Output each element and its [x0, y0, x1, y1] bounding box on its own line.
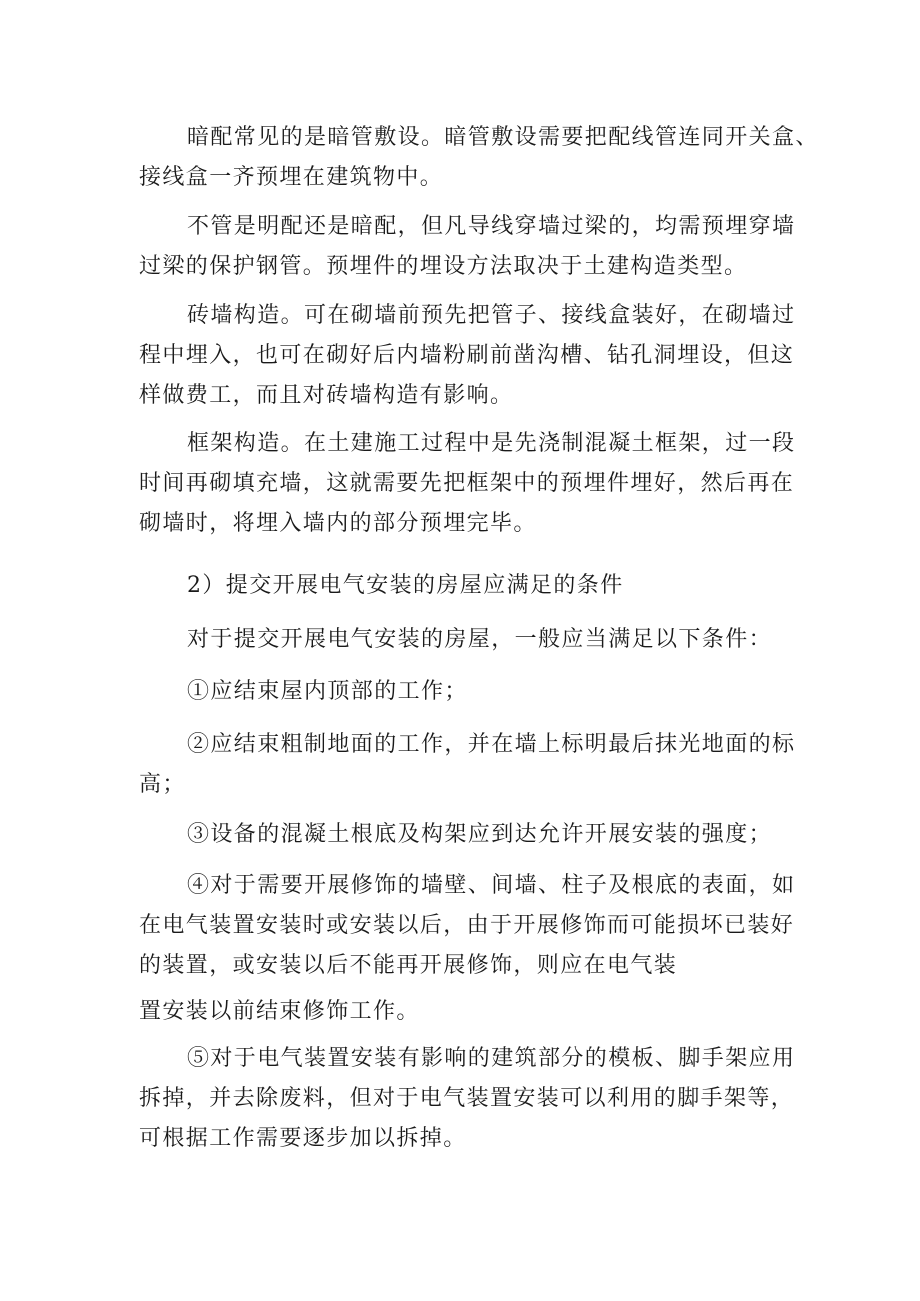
text-line: 砌墙时，将埋入墙内的部分预埋完毕。: [139, 511, 537, 536]
paragraph-conditions-intro: [139, 620, 799, 660]
text-line: 置安装以前结束修饰工作。: [139, 999, 420, 1024]
text-line: 不管是明配还是暗配，但凡导线穿墙过梁的，均需预埋穿墙: [187, 214, 796, 239]
list-item-1: [139, 672, 799, 712]
text-line: 砖墙构造。可在砌墙前预先把管子、接线盒装好，在砌墙过: [187, 303, 796, 328]
text-line: 程中埋入，也可在砌好后内墙粉刷前凿沟槽、钻孔洞埋设，但这: [139, 343, 795, 368]
paragraph-brick-wall: [139, 296, 799, 416]
section-heading: [139, 566, 799, 606]
heading-text: 2）提交开展电气安装的房屋应满足的条件: [187, 573, 624, 598]
list-item-2: [139, 725, 799, 805]
text-line: 框架构造。在土建施工过程中是先浇制混凝土框架，过一段: [187, 431, 796, 456]
text-line: 接线盒一齐预埋在建筑物中。: [139, 165, 444, 190]
text-line: ⑤对于电气装置安装有影响的建筑部分的模板、脚手架应用: [187, 1046, 796, 1071]
text-line: 可根据工作需要逐步加以拆掉。: [139, 1126, 467, 1151]
list-item-3: [139, 815, 799, 855]
paragraph-frame-structure: [139, 424, 799, 544]
text-line: ④对于需要开展修饰的墙壁、间墙、柱子及根底的表面，如: [187, 873, 796, 898]
text-line: 高；: [139, 772, 186, 797]
paragraph-embedded-pipe: [139, 207, 799, 287]
text-line: ③设备的混凝土根底及构架应到达允许开展安装的强度；: [187, 822, 773, 847]
text-line: ②应结束粗制地面的工作，并在墙上标明最后抹光地面的标: [187, 732, 796, 757]
text-line: 过梁的保护钢管。预埋件的埋设方法取决于土建构造类型。: [139, 254, 748, 279]
paragraph-concealed-wiring: [139, 118, 819, 198]
text-line: ①应结束屋内顶部的工作；: [187, 679, 468, 704]
text-line: 时间再砌填充墙，这就需要先把框架中的预埋件埋好，然后再在: [139, 471, 795, 496]
text-line: 暗配常见的是暗管敷设。暗管敷设需要把配线管连同开关盒、: [187, 125, 819, 150]
text-line: 样做费工，而且对砖墙构造有影响。: [139, 383, 514, 408]
text-line: 拆掉，并去除废料，但对于电气装置安装可以利用的脚手架等，: [139, 1086, 795, 1111]
list-item-5: [139, 1039, 799, 1159]
list-item-4: [139, 866, 799, 1032]
text-line: 在电气装置安装时或安装以后，由于开展修饰而可能损坏已装好: [139, 913, 795, 938]
text-line: 对于提交开展电气安装的房屋，一般应当满足以下条件：: [187, 627, 773, 652]
text-line: 的装置，或安装以后不能再开展修饰，则应在电气装: [139, 953, 678, 978]
